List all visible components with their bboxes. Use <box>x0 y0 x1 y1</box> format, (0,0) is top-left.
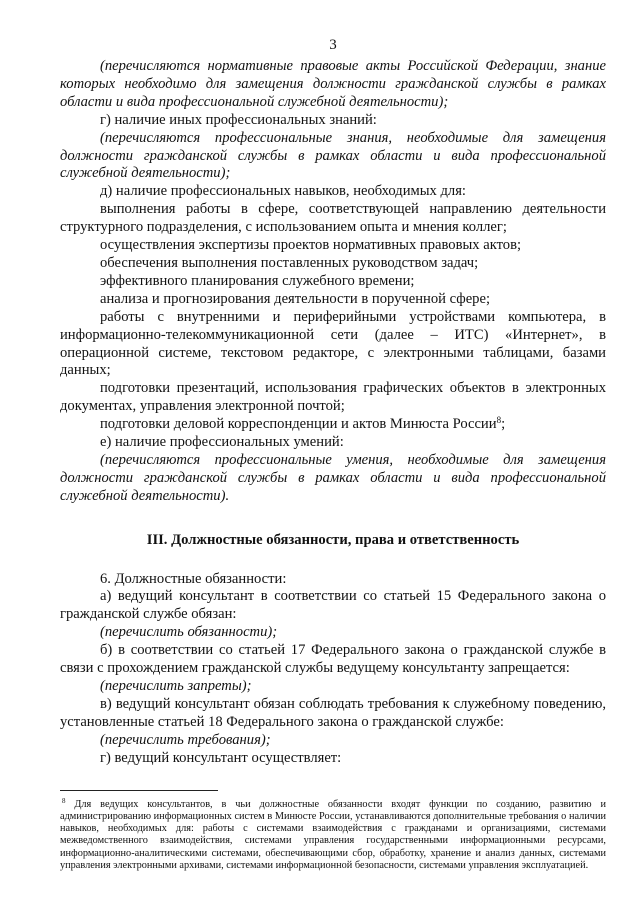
paragraph-list-duties: (перечислить обязанности); <box>100 624 278 641</box>
paragraph-other-knowledge: г) наличие иных профессиональных знаний: <box>100 111 377 128</box>
paragraph-skill-work: выполнения работы в сфере, соответствующей направлению деятельности структурного подразделения, с использованием опыта и мнения коллег; <box>60 201 606 236</box>
footnote-mark: 8 <box>62 796 66 805</box>
paragraph-skill-tasks: обеспечения выполнения поставленных руководством задач; <box>100 254 479 271</box>
footnote-ref-8: 8 <box>496 415 502 426</box>
paragraph-skill-analysis: анализа и прогнозирования деятельности в порученной сфере; <box>100 290 491 307</box>
section-heading: III. Должностные обязанности, права и ответственность <box>146 531 520 548</box>
footnote-text: Для ведущих консультантов, в чьи должностные обязанности входят функции по созданию, развитию и администрированию информационных систем в Минюсте России, устанавливаются дополнительные требования о наличии навыков, необходимых для: работы с системами взаимодействия с гражданами и организациями, системами межведомственного взаимодействия, системами управления государственными информационными ресурсами, информационно-аналитическими системами, обеспечивающими сбор, обработку, хранение и анализ данных, системами управления электронными архивами, системами информационной безопасности, системами управления эксплуатацией. <box>60 798 606 872</box>
paragraph-duty-a: а) ведущий консультант в соответствии со статьей 15 Федерального закона о гражданской службе обязан: <box>60 588 606 623</box>
correspondence-end: ; <box>501 416 506 433</box>
page-number: 3 <box>329 37 337 53</box>
paragraph-legal-acts-note: (перечисляются нормативные правовые акты Российской Федерации, знание которых необходимо для замещения должности гражданской службы в рамках области и вида профессиональной служебной деятельности); <box>60 58 606 110</box>
correspondence-text: подготовки деловой корреспонденции и актов Минюста России <box>100 416 497 433</box>
paragraph-skill-presentations: подготовки презентаций, использования графических объектов в электронных документах, управления электронной почтой; <box>60 380 606 415</box>
paragraph-duty-b: б) в соответствии со статьей 17 Федерального закона о гражданской службе в связи с прохождением гражданской службы ведущему консультанту запрещается: <box>60 642 606 677</box>
paragraph-skill-correspondence <box>60 416 606 434</box>
paragraph-abilities-note: (перечисляются профессиональные умения, необходимые для замещения должности гражданской службы в рамках области и вида профессиональной служебной деятельности). <box>60 451 606 504</box>
paragraph-abilities: е) наличие профессиональных умений: <box>100 434 344 451</box>
paragraph-knowledge-note: (перечисляются профессиональные знания, необходимые для замещения должности гражданской службы в рамках области и вида профессиональной служебной деятельности); <box>60 129 606 182</box>
paragraph-list-requirements: (перечислить требования); <box>100 731 271 748</box>
document-page <box>60 36 606 872</box>
paragraph-skill-computer: работы с внутренними и периферийными устройствами компьютера, в информационно-телекоммуникационной сети (далее – ИТС) «Интернет», в операционной системе, текстовом редакторе, с электронными таблицами, базами данных; <box>60 308 606 379</box>
paragraph-skills: д) наличие профессиональных навыков, необходимых для: <box>100 183 466 200</box>
paragraph-list-prohibitions: (перечислить запреты); <box>100 678 252 694</box>
footnote-separator <box>60 790 218 791</box>
footnote <box>60 796 606 873</box>
paragraph-duty-c: в) ведущий консультант обязан соблюдать требования к служебному поведению, установленные статьей 18 Федерального закона о гражданской службе: <box>60 695 606 730</box>
paragraph-duty-d: г) ведущий консультант осуществляет: <box>100 749 342 766</box>
paragraph-skill-expertise: осуществления экспертизы проектов нормативных правовых актов; <box>100 237 522 254</box>
paragraph-skill-planning: эффективного планирования служебного времени; <box>100 272 415 289</box>
paragraph-duties: 6. Должностные обязанности: <box>100 570 287 587</box>
